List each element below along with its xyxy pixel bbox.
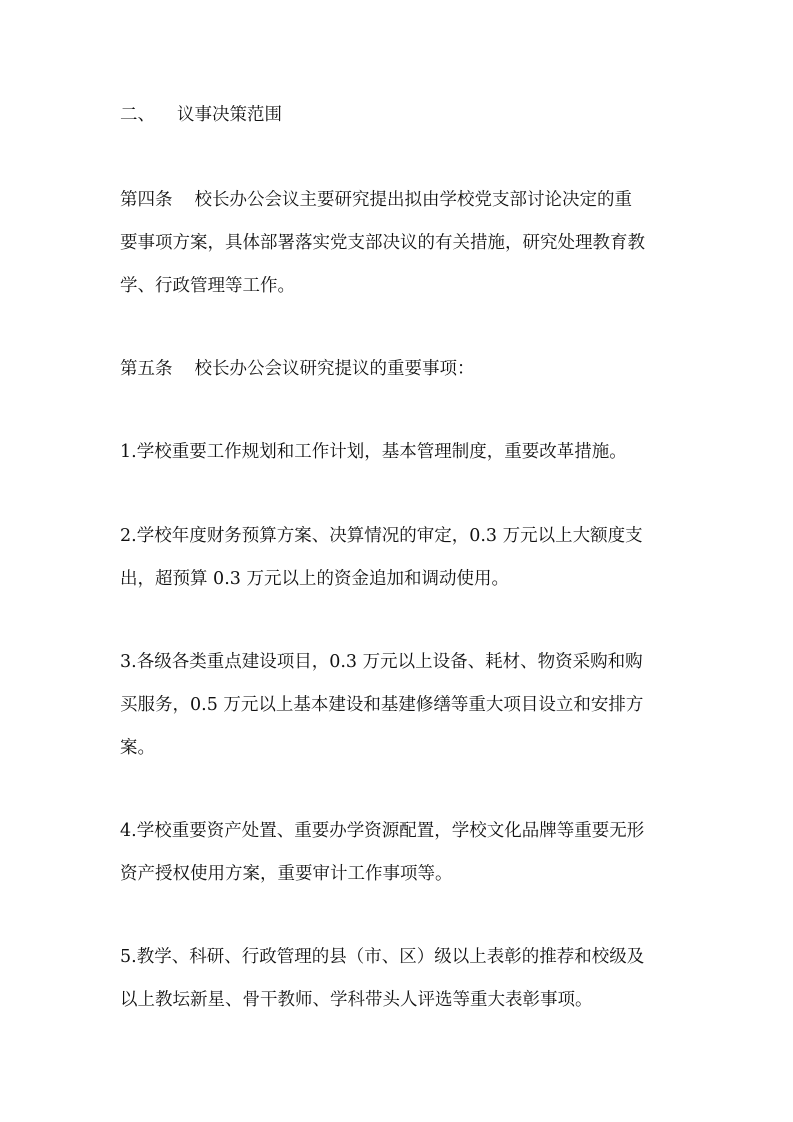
article-4-label: 第四条	[120, 190, 173, 210]
list-item	[120, 641, 680, 770]
item-2-line-2: 出，超预算 0.3 万元以上的资金追加和调动使用。	[120, 569, 509, 589]
item-5-line-2: 以上教坛新星、骨干教师、学科带头人评选等重大表彰事项。	[120, 990, 593, 1010]
heading-number: 二、	[120, 105, 155, 125]
list-item	[120, 431, 680, 474]
item-4-line-1: 4.学校重要资产处置、重要办学资源配置，学校文化品牌等重要无形	[120, 821, 645, 841]
item-3-line-3: 案。	[120, 738, 155, 758]
heading-title: 议事决策范围	[177, 105, 282, 125]
article-4	[120, 179, 680, 308]
article-5-text: 校长办公会议研究提议的重要事项：	[194, 359, 475, 379]
heading-line	[120, 94, 680, 137]
item-2-line-1: 2.学校年度财务预算方案、决算情况的审定，0.3 万元以上大额度支	[120, 526, 643, 546]
article-5-label: 第五条	[120, 359, 173, 379]
article-5	[120, 348, 680, 391]
item-5-line-1: 5.教学、科研、行政管理的县（市、区）级以上表彰的推荐和校级及	[120, 947, 645, 967]
list-item	[120, 936, 680, 1022]
item-3-line-2: 买服务，0.5 万元以上基本建设和基建修缮等重大项目设立和安排方	[120, 695, 644, 715]
article-5-line-1	[120, 348, 680, 391]
article-4-line-3: 学、行政管理等工作。	[120, 276, 295, 296]
list-item	[120, 515, 680, 601]
item-1-line-1: 1.学校重要工作规划和工作计划，基本管理制度，重要改革措施。	[120, 442, 627, 462]
list-item	[120, 810, 680, 896]
item-3-line-1: 3.各级各类重点建设项目，0.3 万元以上设备、耗材、物资采购和购	[120, 652, 643, 672]
article-4-line-1	[120, 179, 680, 222]
article-4-text: 校长办公会议主要研究提出拟由学校党支部讨论决定的重	[194, 190, 632, 210]
section-heading	[120, 94, 680, 137]
article-4-line-2: 要事项方案，具体部署落实党支部决议的有关措施，研究处理教育教	[120, 233, 645, 253]
item-4-line-2: 资产授权使用方案，重要审计工作事项等。	[120, 864, 453, 884]
